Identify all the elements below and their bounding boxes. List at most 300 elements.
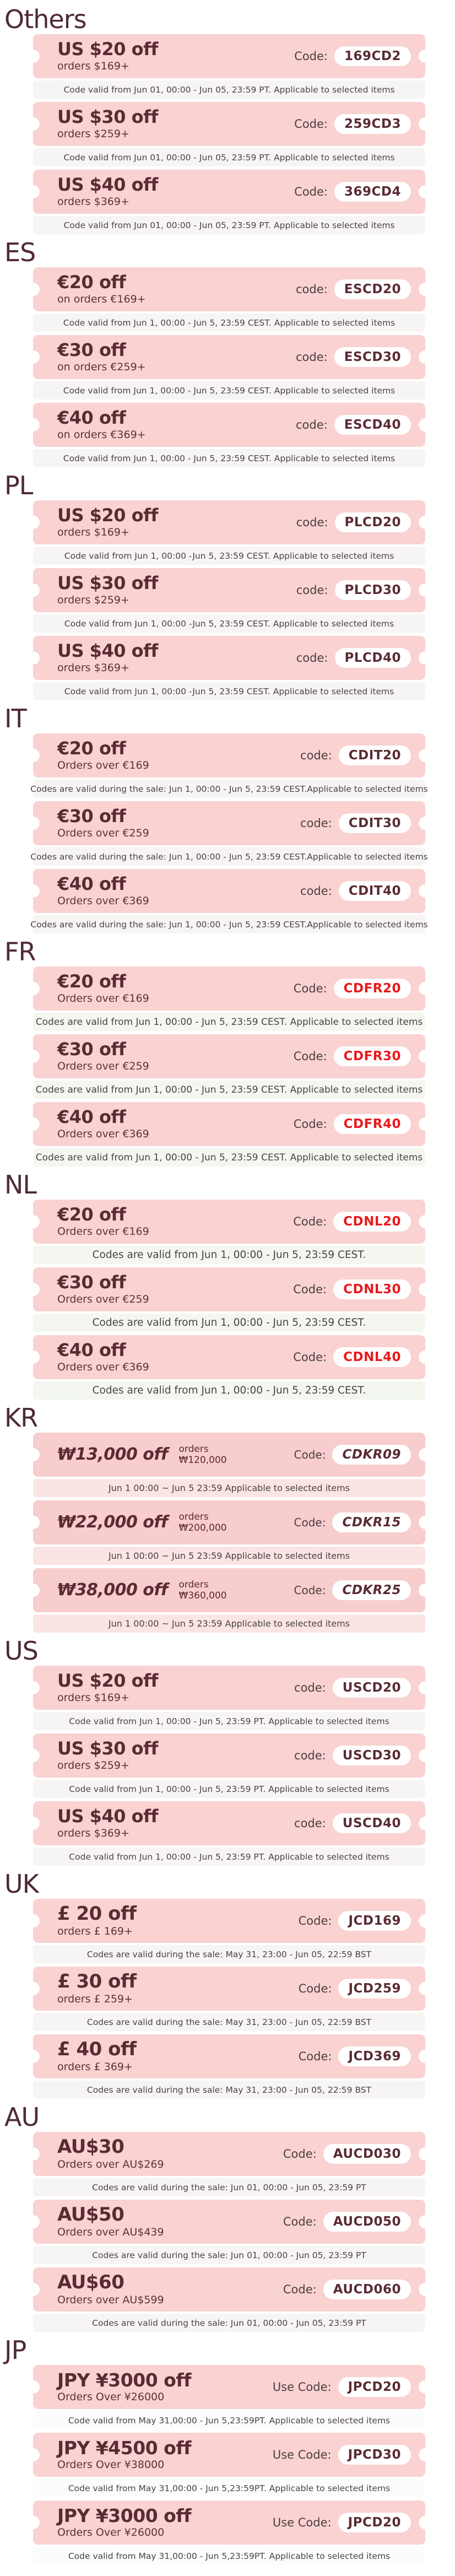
code-label: Code: [294, 1516, 326, 1529]
coupon-info [57, 1206, 293, 1238]
coupon-group [33, 1967, 425, 2031]
code-area [296, 415, 411, 435]
coupon-order-threshold: Orders over €369 [57, 1360, 149, 1373]
coupon-group [33, 1568, 425, 1633]
coupon-discount-amount: US $30 off [57, 106, 158, 128]
code-value: CDKR15 [342, 1515, 401, 1530]
coupon-info [57, 1904, 299, 1937]
code-label: code: [296, 516, 328, 529]
coupon-group [33, 1801, 425, 1866]
code-area [283, 2144, 411, 2164]
coupon-order-threshold: Orders over AU$269 [57, 2158, 164, 2170]
coupon-info [57, 739, 300, 771]
code-area [273, 2445, 411, 2465]
code-value: JPCD20 [348, 2515, 401, 2530]
coupon-order-threshold: on orders €259+ [57, 360, 146, 373]
code-pill[interactable] [333, 1279, 411, 1299]
coupon-group [33, 1102, 425, 1167]
validity-note: Codes are valid during the sale: Jun 1, 00:00 - Jun 5, 23:59 CEST.Applicable to selected items [33, 780, 425, 798]
coupon-ticket [33, 267, 425, 311]
code-value: AUCD030 [333, 2147, 401, 2161]
code-area [296, 648, 411, 668]
coupon-order-threshold: on orders €169+ [57, 293, 146, 305]
code-pill[interactable] [334, 1114, 411, 1134]
coupon-discount-amount: €40 off [57, 873, 126, 895]
validity-note: Codes are valid from Jun 1, 00:00 - Jun 5, 23:59 CEST. [33, 1314, 425, 1332]
code-pill[interactable] [339, 746, 411, 765]
coupon-group [33, 2433, 425, 2497]
coupon-list [33, 2132, 425, 2332]
code-label: Code: [283, 2283, 317, 2296]
coupon-discount-amount: €40 off [57, 1340, 126, 1361]
coupon-ticket [33, 2267, 425, 2312]
code-area [273, 2513, 411, 2532]
coupon-discount-amount: JPY ¥3000 off [57, 2369, 192, 2391]
validity-note: Code valid from May 31,00:00 - Jun 5,23:59PT. Applicable to selected items [33, 2411, 425, 2429]
code-area [283, 2212, 411, 2232]
validity-note: Codes are valid during the sale: Jun 1, 00:00 - Jun 5, 23:59 CEST.Applicable to selected items [33, 915, 425, 933]
coupon-ticket [33, 2433, 425, 2477]
code-label: code: [296, 651, 328, 665]
coupon-ticket [33, 1733, 425, 1778]
coupon-info [57, 642, 296, 674]
validity-note: Code valid from Jun 1, 00:00 - Jun 5, 23:59 PT. Applicable to selected items [33, 1780, 425, 1798]
code-area [294, 1813, 411, 1833]
code-pill[interactable] [333, 1212, 411, 1232]
coupon-group [33, 2200, 425, 2264]
coupon-ticket [33, 1801, 425, 1845]
coupon-info [57, 973, 294, 1005]
coupon-info [57, 1341, 293, 1373]
coupon-order-threshold: orders $259+ [57, 127, 129, 140]
section-title: US [4, 1636, 38, 1666]
code-pill[interactable] [338, 2377, 411, 2397]
coupon-group [33, 1034, 425, 1099]
code-pill[interactable] [338, 2445, 411, 2465]
code-pill[interactable] [333, 1347, 411, 1367]
code-label: code: [300, 749, 332, 762]
validity-note: Codes are valid from Jun 1, 00:00 - Jun 5, 23:59 CEST. [33, 1246, 425, 1264]
code-label: code: [296, 283, 328, 296]
validity-note: Code valid from Jun 01, 00:00 - Jun 05, 23:59 PT. Applicable to selected items [33, 148, 425, 166]
section-title: KR [4, 1403, 38, 1433]
coupon-group [33, 2267, 425, 2332]
code-value: PLCD20 [344, 515, 401, 530]
code-pill[interactable] [338, 2046, 411, 2066]
code-value: JCD369 [348, 2049, 401, 2064]
validity-note: Jun 1 00:00 ~ Jun 5 23:59 Applicable to selected items [33, 1479, 425, 1497]
code-area [296, 347, 411, 367]
coupon-discount-amount: AU$60 [57, 2271, 124, 2294]
coupon-info [57, 875, 300, 907]
code-label: Use Code: [272, 2380, 332, 2394]
coupon-info [57, 409, 296, 441]
coupon-order-threshold: orders $259+ [57, 1759, 129, 1772]
coupon-info [57, 273, 296, 305]
code-pill[interactable] [335, 580, 411, 600]
coupon-group [33, 1500, 425, 1565]
code-value: 169CD2 [344, 49, 401, 63]
coupon-info [57, 807, 300, 839]
coupon-list [33, 1899, 425, 2099]
coupon-discount-amount: US $30 off [57, 1738, 158, 1759]
coupon-discount-amount: £ 40 off [57, 2038, 137, 2061]
validity-note: Code valid from Jun 1, 00:00 -Jun 5, 23:59 CEST. Applicable to selected items [33, 614, 425, 633]
coupon-order-threshold: Orders over AU$599 [57, 2293, 164, 2306]
code-label: code: [294, 1681, 326, 1694]
code-area [293, 1347, 411, 1367]
coupon-group [33, 1666, 425, 1730]
coupon-group [30, 869, 428, 933]
coupon-group [33, 636, 425, 700]
code-area [283, 2280, 411, 2299]
coupon-info [57, 2439, 273, 2471]
coupon-discount-amount: US $20 off [57, 39, 158, 60]
code-area [299, 1979, 411, 1999]
code-area [294, 1513, 411, 1532]
code-area [300, 813, 411, 833]
coupon-order-threshold-block [179, 1511, 227, 1534]
code-value: CDIT40 [348, 884, 401, 898]
coupon-order-threshold: Orders over €169 [57, 759, 149, 771]
code-label: Use Code: [272, 2516, 332, 2529]
code-label: code: [300, 884, 332, 898]
validity-note: Code valid from Jun 1, 00:00 - Jun 5, 23:59 CEST. Applicable to selected items [33, 314, 425, 332]
section-title: UK [4, 1869, 39, 1899]
code-value: USCD20 [342, 1681, 401, 1695]
coupon-group [33, 568, 425, 633]
code-area [294, 182, 411, 202]
coupon-ticket [33, 2200, 425, 2244]
coupon-group [33, 1267, 425, 1332]
code-pill[interactable] [334, 979, 411, 998]
code-value: ESCD20 [344, 282, 401, 296]
coupon-order-threshold: orders £ 169+ [57, 1925, 133, 1937]
coupon-group [33, 1200, 425, 1264]
validity-note: Code valid from Jun 1, 00:00 - Jun 5, 23:59 CEST. Applicable to selected items [33, 381, 425, 399]
coupon-discount-amount: £ 30 off [57, 1970, 137, 1993]
validity-note: Jun 1 00:00 ~ Jun 5 23:59 Applicable to selected items [33, 1614, 425, 1633]
coupon-group [33, 500, 425, 565]
code-value: AUCD060 [333, 2282, 401, 2297]
coupon-ticket [33, 966, 425, 1011]
coupon-info [57, 341, 296, 373]
code-pill[interactable] [338, 1911, 411, 1931]
coupon-order-threshold: Orders over €259 [57, 827, 149, 839]
coupon-group [33, 335, 425, 399]
coupon-info [57, 1740, 294, 1772]
code-pill[interactable] [339, 813, 411, 833]
coupon-group [33, 2034, 425, 2099]
validity-note: Code valid from Jun 1, 00:00 - Jun 5, 23:59 PT. Applicable to selected items [33, 1712, 425, 1730]
validity-note: Codes are valid from Jun 1, 00:00 - Jun 5, 23:59 CEST. Applicable to selected items [33, 1081, 425, 1099]
coupon-order-threshold: orders $369+ [57, 195, 129, 208]
code-label: Use Code: [272, 2448, 332, 2461]
section-title: FR [4, 937, 36, 966]
coupon-ticket [33, 403, 425, 447]
coupon-ticket [33, 733, 425, 777]
coupon-order-threshold: Orders over €259 [57, 1060, 149, 1072]
coupon-ticket [33, 636, 425, 680]
coupon-discount-amount: €30 off [57, 1039, 126, 1060]
code-pill[interactable] [334, 279, 411, 299]
section-title: NL [4, 1170, 37, 1200]
coupon-group [33, 966, 425, 1031]
code-pill[interactable] [332, 1445, 411, 1465]
coupon-ticket [33, 335, 425, 379]
coupon-list [33, 1666, 425, 1866]
code-label: Code: [294, 50, 328, 63]
coupon-order-threshold: orders $169+ [57, 60, 129, 72]
code-pill[interactable] [333, 1746, 411, 1765]
coupon-ticket [33, 1568, 425, 1612]
coupon-order-threshold-block [179, 1444, 227, 1466]
coupon-ticket [33, 2501, 425, 2545]
code-value: CDNL40 [343, 1350, 401, 1364]
coupon-group [33, 2365, 425, 2429]
coupon-ticket [33, 2132, 425, 2176]
coupon-info [57, 2273, 283, 2306]
code-value: ESCD30 [344, 350, 401, 364]
code-area [273, 2377, 411, 2397]
code-value: JPCD30 [348, 2448, 401, 2462]
code-pill[interactable] [332, 1580, 411, 1600]
section-es [0, 239, 455, 467]
coupon-order-threshold: Orders over AU$439 [57, 2226, 164, 2238]
code-label: code: [296, 350, 328, 364]
coupon-discount-amount: €30 off [57, 1272, 126, 1293]
code-pill[interactable] [323, 2212, 411, 2232]
code-label: code: [296, 418, 328, 431]
coupon-info [57, 506, 296, 538]
code-pill[interactable] [334, 347, 411, 367]
code-pill[interactable] [332, 1513, 411, 1532]
code-value: ESCD40 [344, 418, 401, 432]
coupon-order-threshold: orders £ 369+ [57, 2060, 133, 2073]
code-pill[interactable] [334, 182, 411, 202]
code-pill[interactable] [334, 1046, 411, 1066]
code-label: Code: [283, 2147, 317, 2161]
coupon-group [30, 733, 428, 798]
coupon-discount-amount: US $30 off [57, 573, 158, 594]
validity-note: Codes are valid from Jun 1, 00:00 - Jun 5, 23:59 CEST. Applicable to selected items [33, 1148, 425, 1167]
coupon-order-threshold: Orders over €169 [57, 992, 149, 1005]
section-uk [0, 1870, 455, 2099]
coupon-discount-amount: US $40 off [57, 1806, 158, 1827]
code-value: CDNL30 [343, 1282, 401, 1297]
validity-note: Code valid from Jun 1, 00:00 - Jun 5, 23:59 PT. Applicable to selected items [33, 1848, 425, 1866]
coupon-discount-amount: JPY ¥3000 off [57, 2504, 192, 2526]
coupon-ticket [33, 1102, 425, 1146]
code-pill[interactable] [334, 114, 411, 134]
validity-note: Code valid from Jun 01, 00:00 - Jun 05, 23:59 PT. Applicable to selected items [33, 216, 425, 234]
validity-note: Codes are valid during the sale: Jun 01, 00:00 - Jun 05, 23:59 PT [33, 2178, 425, 2196]
coupon-list [33, 1200, 425, 1400]
code-label: code: [300, 817, 332, 830]
coupon-ticket [33, 170, 425, 214]
coupon-info [57, 1972, 299, 2005]
coupon-threshold-word: orders [178, 1511, 209, 1522]
coupon-info [57, 1444, 294, 1466]
code-area [299, 2046, 411, 2066]
coupon-info [57, 1040, 294, 1072]
code-area [294, 1746, 411, 1765]
code-pill[interactable] [335, 512, 411, 532]
code-label: Code: [283, 2215, 317, 2228]
coupon-group [33, 34, 425, 99]
coupon-ticket [33, 102, 425, 146]
coupon-order-threshold: Orders over €259 [57, 1293, 149, 1305]
section-jp [0, 2336, 455, 2565]
code-pill[interactable] [323, 2280, 411, 2299]
code-area [294, 1678, 411, 1698]
validity-note: Codes are valid during the sale: Jun 01, 00:00 - Jun 05, 23:59 PT [33, 2314, 425, 2332]
coupon-discount-amount: AU$50 [57, 2204, 124, 2226]
coupon-group [33, 1335, 425, 1400]
coupon-list [33, 1433, 425, 1633]
coupon-info [57, 40, 294, 72]
coupon-ticket [33, 1200, 425, 1244]
coupon-ticket [33, 1433, 425, 1477]
code-area [299, 1911, 411, 1931]
coupon-ticket [33, 1666, 425, 1710]
section-au [0, 2103, 455, 2332]
validity-note: Codes are valid during the sale: May 31, 23:00 - Jun 05, 22:59 BST [33, 2081, 425, 2099]
validity-note: Codes are valid from Jun 1, 00:00 - Jun 5, 23:59 CEST. [33, 1381, 425, 1400]
coupon-group [33, 267, 425, 332]
section-title: IT [4, 704, 26, 733]
coupon-order-threshold: orders $169+ [57, 1691, 129, 1704]
code-pill[interactable] [333, 1678, 411, 1698]
code-value: CDNL20 [343, 1214, 401, 1229]
coupon-threshold-word: orders [178, 1579, 209, 1590]
coupon-order-threshold: on orders €369+ [57, 428, 146, 441]
coupon-discount-amount: €20 off [57, 1204, 126, 1225]
code-pill[interactable] [333, 1813, 411, 1833]
coupon-group [30, 801, 428, 866]
coupon-discount-amount: US $20 off [57, 1670, 158, 1692]
code-area [294, 114, 411, 134]
code-label: Code: [293, 982, 327, 995]
coupon-order-threshold-block [179, 1579, 227, 1602]
code-value: CDFR20 [343, 981, 401, 996]
code-area [296, 580, 411, 600]
coupon-list [33, 500, 425, 700]
coupon-ticket [33, 34, 425, 78]
code-area [293, 1279, 411, 1299]
code-area [294, 1445, 411, 1465]
coupon-discount-amount: ₩13,000 off [57, 1444, 168, 1464]
validity-note: Code valid from May 31,00:00 - Jun 5,23:59PT. Applicable to selected items [33, 2547, 425, 2565]
coupon-group [33, 102, 425, 166]
code-value: PLCD40 [344, 651, 401, 665]
section-title: JP [4, 2335, 26, 2365]
coupon-discount-amount: €30 off [57, 806, 126, 827]
code-value: CDKR09 [342, 1448, 401, 1462]
code-area [294, 46, 411, 66]
code-area [294, 1046, 411, 1066]
code-value: AUCD050 [333, 2215, 401, 2229]
coupon-discount-amount: £ 20 off [57, 1903, 137, 1925]
code-pill[interactable] [323, 2144, 411, 2164]
coupon-ticket [33, 500, 425, 544]
coupon-discount-amount: JPY ¥4500 off [57, 2437, 192, 2459]
coupon-info [57, 2504, 273, 2539]
validity-note: Code valid from Jun 1, 00:00 -Jun 5, 23:59 CEST. Applicable to selected items [33, 547, 425, 565]
section-title: PL [4, 471, 33, 500]
code-pill[interactable] [334, 46, 411, 66]
coupon-group [33, 2501, 425, 2565]
section-kr [0, 1404, 455, 1633]
coupon-order-threshold: Orders Over ¥26000 [57, 2391, 165, 2404]
code-value: CDFR30 [343, 1049, 401, 1063]
code-label: Code: [294, 185, 328, 198]
code-value: USCD40 [342, 1816, 401, 1830]
validity-note: Jun 1 00:00 ~ Jun 5 23:59 Applicable to selected items [33, 1547, 425, 1565]
coupon-info [57, 1108, 294, 1140]
coupon-ticket [33, 801, 425, 845]
coupon-group [33, 2132, 425, 2196]
section-title: Others [4, 4, 86, 34]
code-label: Code: [298, 2050, 332, 2063]
coupon-group [33, 403, 425, 467]
coupon-discount-amount: US $20 off [57, 505, 158, 526]
code-label: Code: [294, 1584, 326, 1597]
coupon-discount-amount: €40 off [57, 407, 126, 429]
code-label: Code: [293, 1351, 327, 1364]
code-label: code: [296, 584, 328, 597]
code-value: 369CD4 [344, 185, 401, 199]
code-pill[interactable] [339, 881, 411, 901]
coupon-group [33, 1899, 425, 1963]
coupon-info [57, 1672, 294, 1704]
coupon-list [33, 2365, 425, 2565]
code-label: code: [294, 1817, 326, 1830]
coupon-list [33, 34, 425, 234]
code-area [293, 1212, 411, 1232]
section-pl [0, 472, 455, 700]
code-value: CDKR25 [342, 1583, 401, 1597]
validity-note: Codes are valid during the sale: May 31, 23:00 - Jun 05, 22:59 BST [33, 1945, 425, 1963]
coupon-ticket [33, 568, 425, 612]
code-value: JCD169 [348, 1914, 401, 1928]
coupon-discount-amount: ₩22,000 off [57, 1512, 168, 1532]
code-area [294, 1114, 411, 1134]
coupon-ticket [33, 2365, 425, 2409]
coupon-threshold-amount: ₩360,000 [178, 1590, 227, 1601]
code-area [296, 512, 411, 532]
coupon-order-threshold: orders £ 259+ [57, 1992, 133, 2005]
coupon-threshold-amount: ₩120,000 [178, 1455, 227, 1466]
coupon-threshold-amount: ₩200,000 [178, 1522, 227, 1533]
code-pill[interactable] [334, 415, 411, 435]
coupon-ticket [33, 1899, 425, 1943]
code-area [294, 979, 411, 998]
code-pill[interactable] [338, 2513, 411, 2532]
code-pill[interactable] [338, 1979, 411, 1999]
coupon-discount-amount: ₩38,000 off [57, 1580, 168, 1600]
code-value: CDIT20 [348, 748, 401, 763]
code-label: Code: [293, 1283, 327, 1296]
code-label: Code: [294, 117, 328, 131]
coupon-ticket [33, 1335, 425, 1379]
code-value: USCD30 [342, 1748, 401, 1763]
coupon-discount-amount: US $40 off [57, 174, 158, 196]
coupon-info [57, 1807, 294, 1839]
code-pill[interactable] [335, 648, 411, 668]
validity-note: Code valid from Jun 1, 00:00 - Jun 5, 23:59 CEST. Applicable to selected items [33, 449, 425, 467]
coupon-ticket [33, 1967, 425, 2011]
